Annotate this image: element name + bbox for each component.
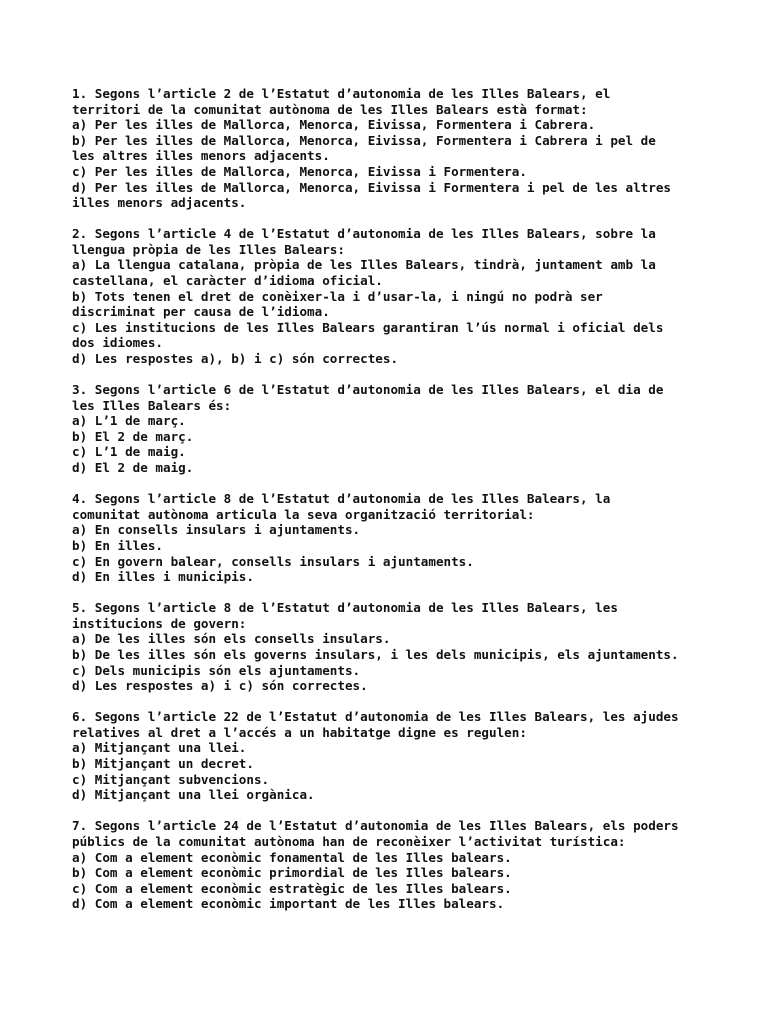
question-5-option-b: b) De les illes són els governs insulars, i les dels municipis, els ajuntaments. [72,647,679,662]
question-4-line-2: comunitat autònoma articula la seva organització territorial: [72,506,535,522]
question-2-option-c-cont: dos idiomes. [72,335,163,351]
question-7-option-d: d) Com a element econòmic important de les Illes balears. [72,896,505,912]
question-3-line-1: 3. Segons l’article 6 de l’Estatut d’autonomia de les Illes Balears, el dia de [72,382,664,398]
question-4-option-a: a) En consells insulars i ajuntaments. [72,522,361,538]
question-2-line-1: 2. Segons l’article 4 de l’Estatut d’autonomia de les Illes Balears, sobre la [72,226,656,242]
question-4 [72,491,732,585]
document-page [72,86,732,927]
question-1-line-1: 1. Segons l’article 2 de l’Estatut d’autonomia de les Illes Balears, el [72,86,611,101]
question-7-line-2: públics de la comunitat autònoma han de reconèixer l’activitat turística: [72,833,626,849]
question-2-option-b: b) Tots tenen el dret de conèixer-la i d’usar-la, i ningú no podrà ser [72,288,603,304]
question-2-option-b-cont: discriminat per causa de l’idioma. [72,304,330,320]
question-6-option-a: a) Mitjançant una llei. [72,740,247,756]
question-3-option-a: a) L’1 de març. [72,413,186,429]
question-1-option-c: c) Per les illes de Mallorca, Menorca, Eivissa i Formentera. [72,163,527,179]
question-2 [72,226,732,366]
question-3-option-b: b) El 2 de març. [72,428,194,444]
question-5-option-c: c) Dels municipis són els ajuntaments. [72,662,361,678]
question-2-line-2: llengua pròpia de les Illes Balears: [72,241,345,257]
question-4-line-1: 4. Segons l’article 8 de l’Estatut d’autonomia de les Illes Balears, la [72,491,611,507]
question-4-option-b: b) En illes. [72,537,163,553]
question-6-option-b: b) Mitjançant un decret. [72,756,254,772]
question-1-line-2: territori de la comunitat autònoma de les Illes Balears està format: [72,101,588,117]
question-7-option-a: a) Com a element econòmic fonamental de les Illes balears. [72,849,512,865]
question-2-option-a-cont: castellana, el caràcter d’idioma oficial. [72,273,383,289]
question-7-option-b: b) Com a element econòmic primordial de les Illes balears. [72,865,512,881]
question-3-option-c: c) L’1 de maig. [72,444,186,460]
question-4-option-c: c) En govern balear, consells insulars i ajuntaments. [72,553,474,569]
question-6-option-d: d) Mitjançant una llei orgànica. [72,787,315,803]
question-7-option-c: c) Com a element econòmic estratègic de les Illes balears. [72,880,512,896]
question-3 [72,382,732,476]
question-6-option-c: c) Mitjançant subvencions. [72,771,270,787]
question-7 [72,818,732,912]
question-3-line-2: les Illes Balears és: [72,397,232,413]
question-1 [72,86,732,211]
question-4-option-d: d) En illes i municipis. [72,569,254,585]
question-2-option-d: d) Les respostes a), b) i c) són correctes. [72,351,399,366]
question-1-option-b-cont: les altres illes menors adjacents. [72,148,330,164]
question-3-option-d: d) El 2 de maig. [72,460,194,476]
question-5-option-a: a) De les illes són els consells insulars. [72,631,391,647]
question-5-line-2: institucions de govern: [72,615,247,631]
question-2-option-a: a) La llengua catalana, pròpia de les Illes Balears, tindrà, juntament amb la [72,257,656,273]
question-1-option-b: b) Per les illes de Mallorca, Menorca, Eivissa, Formentera i Cabrera i pel de [72,132,656,148]
question-5 [72,600,732,694]
question-1-option-a: a) Per les illes de Mallorca, Menorca, Eivissa, Formentera i Cabrera. [72,117,596,133]
question-1-option-d: d) Per les illes de Mallorca, Menorca, Eivissa i Formentera i pel de les altres [72,179,671,195]
question-5-line-1: 5. Segons l’article 8 de l’Estatut d’autonomia de les Illes Balears, les [72,600,618,616]
question-6-line-2: relatives al dret a l’accés a un habitatge digne es regulen: [72,724,527,740]
question-7-line-1: 7. Segons l’article 24 de l’Estatut d’autonomia de les Illes Balears, els poders [72,818,679,834]
question-2-option-c: c) Les institucions de les Illes Balears garantiran l’ús normal i oficial dels [72,319,664,335]
question-5-option-d: d) Les respostes a) i c) són correctes. [72,678,368,694]
question-6 [72,709,732,803]
question-1-option-d-cont: illes menors adjacents. [72,195,247,211]
question-6-line-1: 6. Segons l’article 22 de l’Estatut d’autonomia de les Illes Balears, les ajudes [72,709,679,725]
